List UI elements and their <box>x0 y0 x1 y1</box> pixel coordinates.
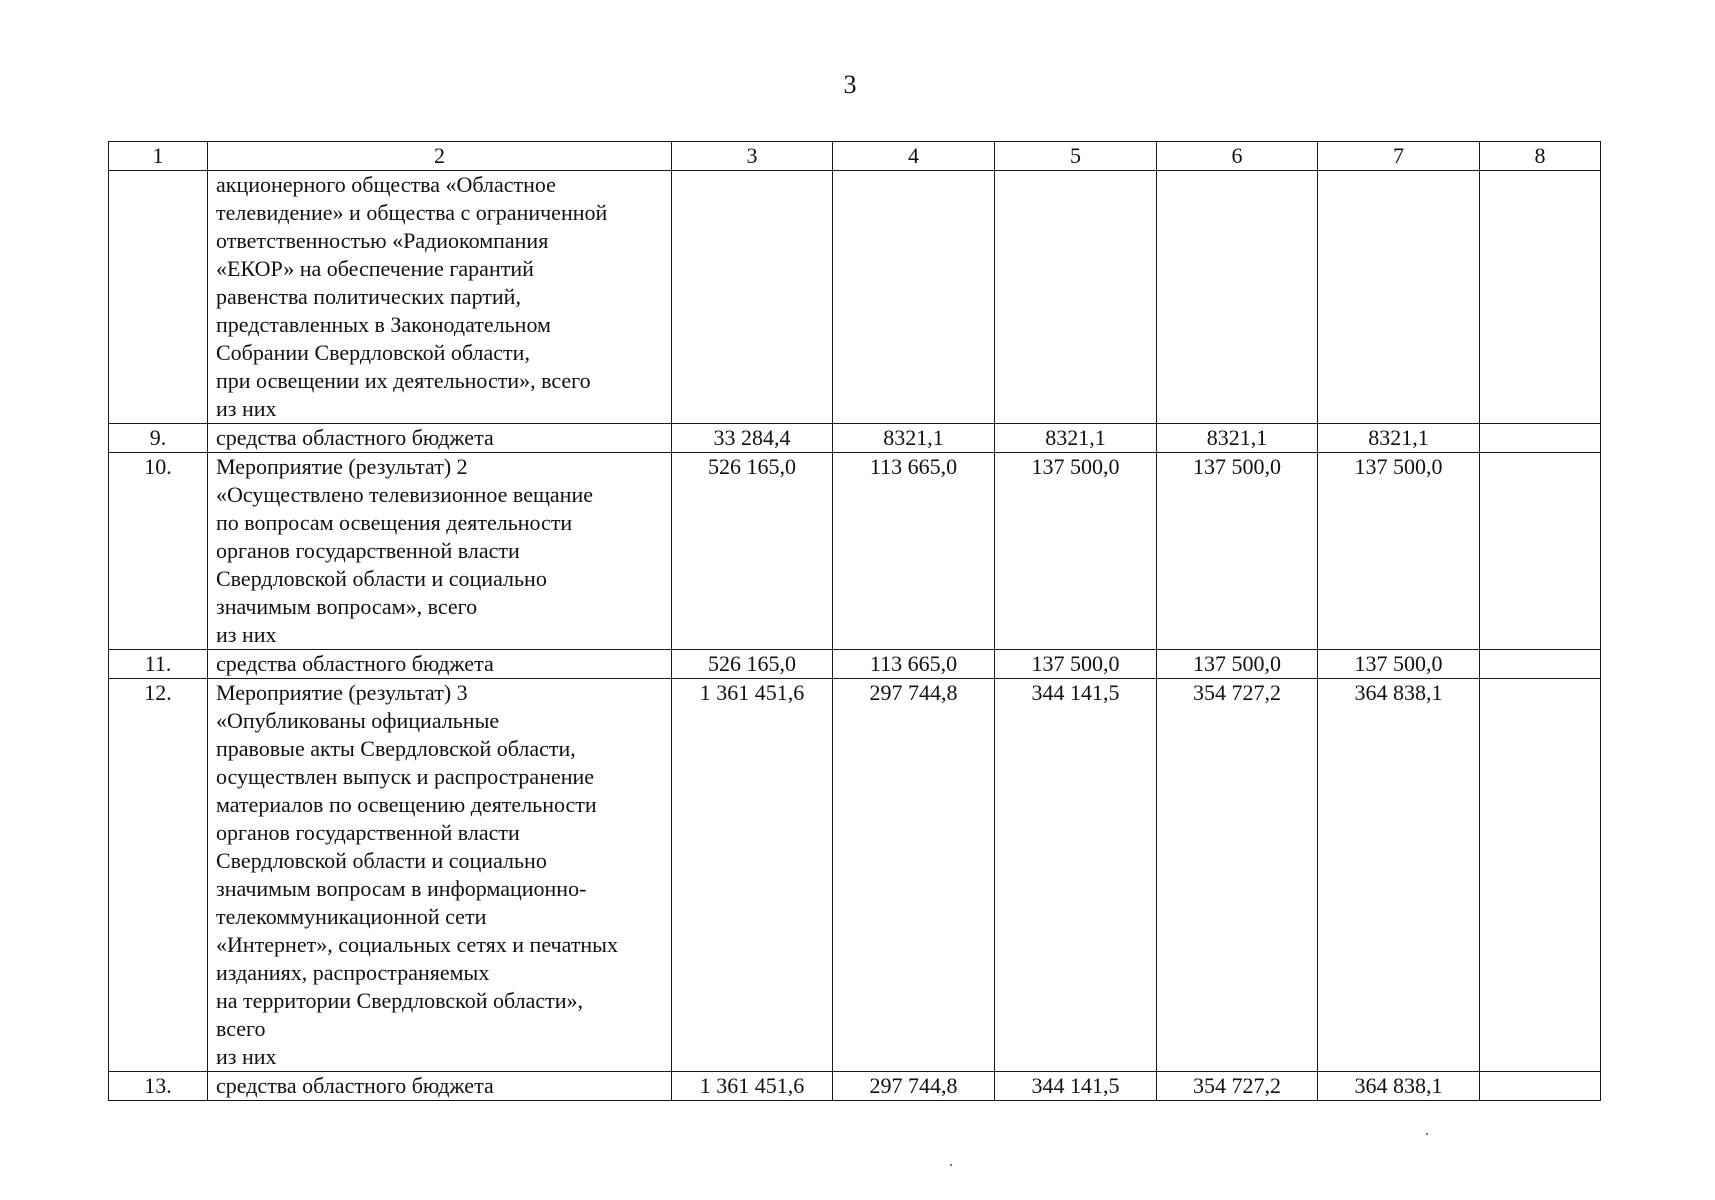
row-description: средства областного бюджета <box>208 650 672 679</box>
cell-value <box>833 171 995 424</box>
row-number: 13. <box>109 1072 208 1101</box>
cell-value <box>1157 171 1318 424</box>
cell-value <box>1480 650 1601 679</box>
table-row <box>109 650 1601 679</box>
cell-value: 8321,1 <box>833 424 995 453</box>
column-header: 2 <box>208 142 672 171</box>
cell-value: 33 284,4 <box>672 424 833 453</box>
table-row <box>109 679 1601 1072</box>
cell-value <box>1480 424 1601 453</box>
cell-value <box>1480 1072 1601 1101</box>
cell-value: 344 141,5 <box>995 679 1157 1072</box>
cell-value: 344 141,5 <box>995 1072 1157 1101</box>
cell-value: 137 500,0 <box>1157 453 1318 650</box>
cell-value: 354 727,2 <box>1157 1072 1318 1101</box>
cell-value: 8321,1 <box>1318 424 1480 453</box>
cell-value: 137 500,0 <box>995 453 1157 650</box>
cell-value: 113 665,0 <box>833 650 995 679</box>
cell-value <box>672 171 833 424</box>
column-header: 1 <box>109 142 208 171</box>
cell-value: 8321,1 <box>1157 424 1318 453</box>
column-header: 6 <box>1157 142 1318 171</box>
header-row <box>109 142 1601 171</box>
cell-value <box>1480 679 1601 1072</box>
row-number <box>109 171 208 424</box>
table-row <box>109 453 1601 650</box>
cell-value: 364 838,1 <box>1318 1072 1480 1101</box>
cell-value: 137 500,0 <box>1157 650 1318 679</box>
budget-table <box>108 141 1601 1101</box>
row-number: 9. <box>109 424 208 453</box>
column-header: 3 <box>672 142 833 171</box>
table-row <box>109 171 1601 424</box>
column-header: 4 <box>833 142 995 171</box>
row-number: 11. <box>109 650 208 679</box>
column-header: 5 <box>995 142 1157 171</box>
cell-value: 364 838,1 <box>1318 679 1480 1072</box>
cell-value <box>995 171 1157 424</box>
row-description: акционерного общества «Областное телевидение» и общества с ограниченной ответственностью «Радиокомпания «ЕКОР» на обеспечение гарантий равенства политических партий, представленных в Законодательном Собрании Свердловской области, при освещении их деятельности», всего из них <box>208 171 672 424</box>
column-header: 7 <box>1318 142 1480 171</box>
page-number: 3 <box>843 70 857 99</box>
cell-value: 526 165,0 <box>672 453 833 650</box>
cell-value: 354 727,2 <box>1157 679 1318 1072</box>
cell-value: 1 361 451,6 <box>672 1072 833 1101</box>
row-description: Мероприятие (результат) 3 «Опубликованы официальные правовые акты Свердловской области, осуществлен выпуск и распространение материалов по освещению деятельности органов государственной власти Свердловской области и социально значимым вопросам в информационно- телекоммуникационной сети «Интернет», социальных сетях и печатных изданиях, распространяемых на территории Свердловской области», всего из них <box>208 679 672 1072</box>
scan-speck <box>950 1164 952 1166</box>
scan-speck <box>1426 1133 1428 1135</box>
table-row <box>109 1072 1601 1101</box>
cell-value <box>1480 453 1601 650</box>
cell-value <box>1318 171 1480 424</box>
row-description: средства областного бюджета <box>208 1072 672 1101</box>
cell-value: 137 500,0 <box>1318 453 1480 650</box>
cell-value: 113 665,0 <box>833 453 995 650</box>
cell-value: 137 500,0 <box>1318 650 1480 679</box>
column-header: 8 <box>1480 142 1601 171</box>
cell-value: 1 361 451,6 <box>672 679 833 1072</box>
cell-value: 297 744,8 <box>833 1072 995 1101</box>
cell-value: 137 500,0 <box>995 650 1157 679</box>
row-number: 10. <box>109 453 208 650</box>
row-number: 12. <box>109 679 208 1072</box>
cell-value <box>1480 171 1601 424</box>
cell-value: 297 744,8 <box>833 679 995 1072</box>
row-description: Мероприятие (результат) 2 «Осуществлено телевизионное вещание по вопросам освещения деятельности органов государственной власти Свердловской области и социально значимым вопросам», всего из них <box>208 453 672 650</box>
cell-value: 8321,1 <box>995 424 1157 453</box>
row-description: средства областного бюджета <box>208 424 672 453</box>
table-row <box>109 424 1601 453</box>
cell-value: 526 165,0 <box>672 650 833 679</box>
